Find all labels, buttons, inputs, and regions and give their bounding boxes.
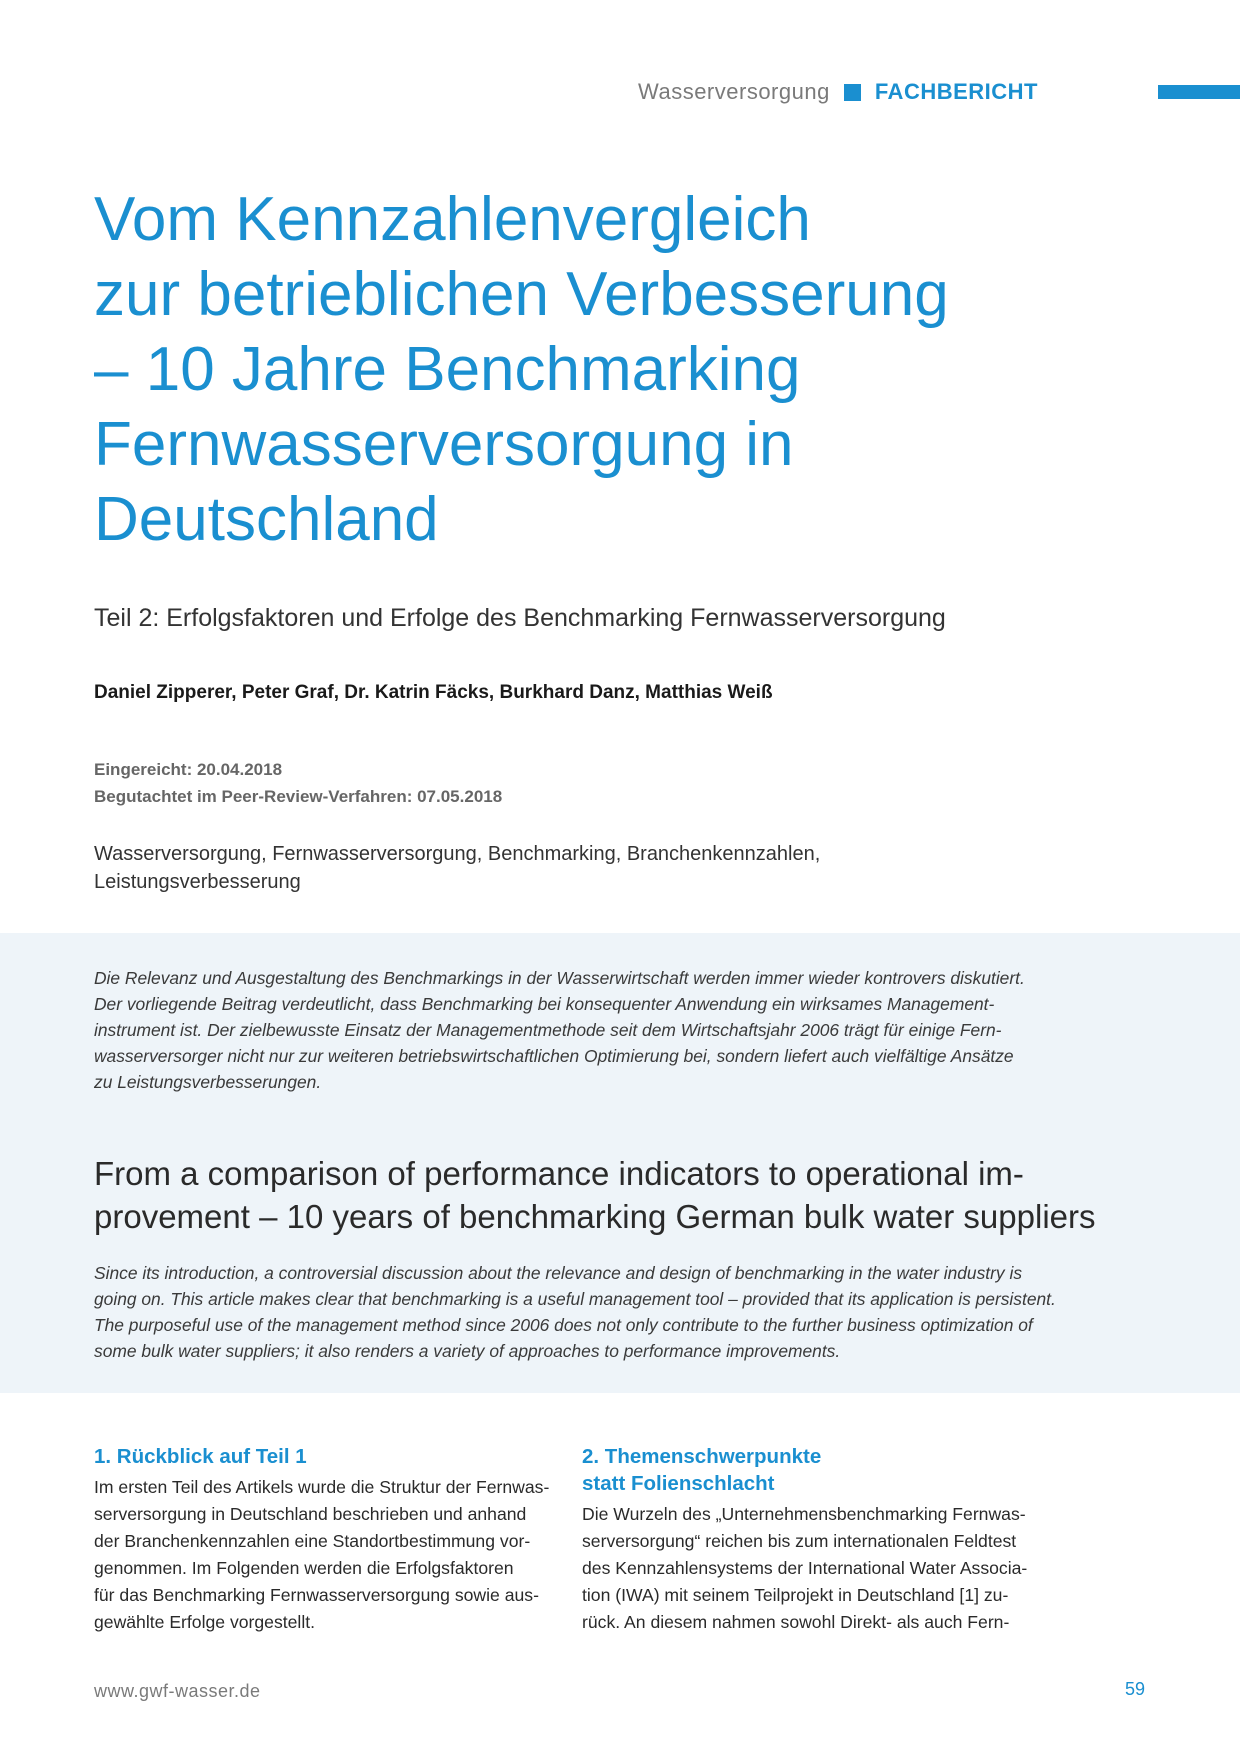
reviewed-date: Begutachtet im Peer-Review-Verfahren: 07.05.2018 [94,787,503,806]
section-2-body [582,1501,1042,1636]
section-1-body [94,1474,554,1636]
keywords-line: Wasserversorgung, Fernwasserversorgung, Benchmarking, Branchenkennzahlen, [94,843,821,865]
header-square-icon [844,84,861,101]
english-title-line: provement – 10 years of benchmarking German bulk water suppliers [94,1198,1096,1235]
body-line: rück. An diesem nahmen sowohl Direkt- als auch Fern- [582,1612,1010,1632]
footer-url: www.gwf-wasser.de [94,1681,261,1701]
article-subtitle: Teil 2: Erfolgsfaktoren und Erfolge des Benchmarking Fernwasserversorgung [94,604,946,632]
abstract-en-line: some bulk water suppliers; it also renders a variety of approaches to performance improvements. [94,1341,841,1361]
abstract-de-line: Der vorliegende Beitrag verdeutlicht, dass Benchmarking bei konsequenter Anwendung ein wirksames Management- [94,994,995,1014]
abstract-en-line: Since its introduction, a controversial discussion about the relevance and design of benchmarking in the water industry is [94,1263,1023,1283]
body-line: der Branchenkennzahlen eine Standortbestimmung vor- [94,1531,531,1551]
body-line: des Kennzahlensystems der International Water Associa- [582,1558,1028,1578]
keywords-line: Leistungsverbesserung [94,871,301,893]
header-accent-bar [1158,85,1240,99]
abstract-de-line: Die Relevanz und Ausgestaltung des Benchmarkings in der Wasserwirtschaft werden immer wieder kontrovers diskutiert. [94,968,1025,988]
body-line: Im ersten Teil des Artikels wurde die Struktur der Fernwas- [94,1477,550,1497]
column-left [94,1443,554,1636]
header-section: Wasserversorgung [638,79,830,104]
body-line: genommen. Im Folgenden werden die Erfolgsfaktoren [94,1558,514,1578]
body-line: gewählte Erfolge vorgestellt. [94,1612,316,1632]
body-line: serversorgung in Deutschland beschrieben und anhand [94,1504,527,1524]
author-list: Daniel Zipperer, Peter Graf, Dr. Katrin Fäcks, Burkhard Danz, Matthias Weiß [94,682,773,703]
abstract-en-line: The purposeful use of the management method since 2006 does not only contribute to the further business optimization of [94,1315,1033,1335]
english-title-line: From a comparison of performance indicators to operational im- [94,1155,1024,1192]
heading-line: 1. Rückblick auf Teil 1 [94,1445,307,1468]
abstract-de-line: wasserversorger nicht nur zur weiteren betriebswirtschaftlichen Optimierung bei, sondern liefert auch vielfältige Ansätze [94,1046,1014,1066]
article-title [94,182,1014,557]
abstract-german [94,965,1040,1095]
page-number: 59 [1124,1679,1145,1699]
section-1-heading [94,1443,554,1470]
keywords [94,840,914,896]
body-line: für das Benchmarking Fernwasserversorgung sowie aus- [94,1585,539,1605]
title-line: Fernwasserversorgung in [94,410,794,479]
abstract-de-line: zu Leistungsverbesserungen. [94,1072,322,1092]
heading-line: statt Folienschlacht [582,1472,775,1495]
abstract-english [94,1260,1056,1364]
running-header [638,79,1038,105]
review-dates [94,756,502,810]
section-2-heading [582,1443,1042,1497]
title-line: zur betrieblichen Verbesserung [94,260,949,329]
column-right [582,1443,1042,1636]
title-line: Deutschland [94,485,439,554]
header-category: FACHBERICHT [874,79,1038,104]
body-line: Die Wurzeln des „Unternehmensbenchmarking Fernwas- [582,1504,1026,1524]
submitted-date: Eingereicht: 20.04.2018 [94,760,283,779]
abstract-en-line: going on. This article makes clear that benchmarking is a useful management tool – provided that its application is persistent. [94,1289,1056,1309]
english-title [94,1152,1096,1238]
title-line: Vom Kennzahlenvergleich [94,185,811,254]
abstract-de-line: instrument ist. Der zielbewusste Einsatz der Managementmethode seit dem Wirtschaftsjahr 2006 trägt für einige Fern- [94,1020,1002,1040]
title-line: – 10 Jahre Benchmarking [94,335,801,404]
body-line: serversorgung“ reichen bis zum internationalen Feldtest [582,1531,1017,1551]
heading-line: 2. Themenschwerpunkte [582,1445,822,1468]
body-line: tion (IWA) mit seinem Teilprojekt in Deutschland [1] zu- [582,1585,1009,1605]
